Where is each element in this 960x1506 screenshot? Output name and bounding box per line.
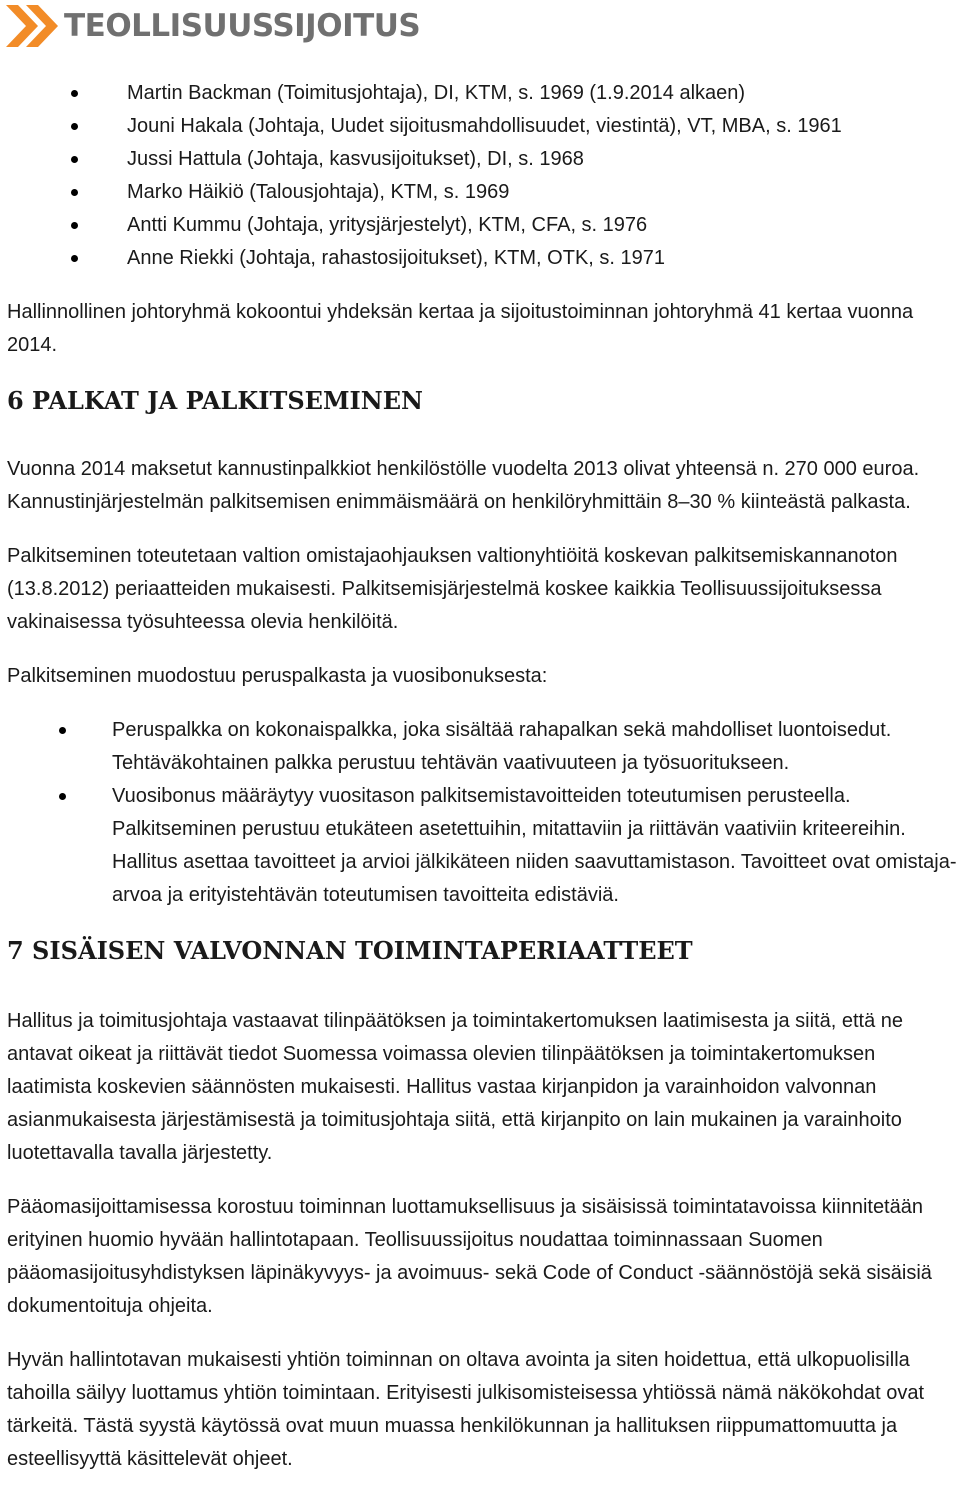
good-governance-paragraph: Hyvän hallintotavan mukaisesti yhtiön toiminnan on oltava avointa ja siten hoidettua, että ulkopuolisilla tahoilla säilyy luottamus yhtiön toimintaan. Erityisesti julkisomisteisessa yhtiössä nämä näkökohdat ovat tärkeitä. Tästä syystä käytössä ovat muun muassa henkilökunnan ja hallituksen riippumattomuutta ja esteellisyyttä käsittelevät ohjeet. (7, 1349, 925, 1470)
list-item: Vuosibonus määräytyy vuositason palkitsemistavoitteiden toteutumisen perusteella. Palkitseminen perustuu etukäteen asetettuihin, mitattaviin ja riittävän vaativiin kriteereihin. Hallitus asettaa tavoitteet ja arvioi jälkikäteen niiden saavuttamistason. Tavoitteet ovat omistaja-arvoa ja erityistehtävän toteutumisen tavoitteita edistäviä. (7, 780, 957, 912)
remuneration-policy-paragraph: Palkitseminen toteutetaan valtion omistajaohjauksen valtionyhtiöitä koskevan palkitsemiskannanoton (13.8.2012) periaatteiden mukaisesti. Palkitsemisjärjestelmä koskee kaikkia Teollisuussijoituksessa vakinaisessa työsuhteessa olevia henkilöitä. (7, 545, 898, 633)
bullet-icon (71, 189, 78, 196)
incentive-paragraph: Vuonna 2014 maksetut kannustinpalkkiot henkilöstölle vuodelta 2013 olivat yhteensä n. 270 000 euroa. Kannustinjärjestelmän palkitsemisen enimmäismäärä on henkilöryhmittäin 8–30 % kiinteästä palkasta. (7, 458, 920, 513)
bullet-icon (59, 727, 66, 734)
bullet-icon (71, 156, 78, 163)
section-6-heading: 6 PALKAT JA PALKITSEMINEN (7, 386, 423, 415)
list-item: Jouni Hakala (Johtaja, Uudet sijoitusmahdollisuudet, viestintä), VT, MBA, s. 1961 (7, 110, 957, 143)
meetings-paragraph: Hallinnollinen johtoryhmä kokoontui yhdeksän kertaa ja sijoitustoiminnan johtoryhmä 41 kertaa vuonna 2014. (7, 301, 914, 356)
list-item: Marko Häikiö (Talousjohtaja), KTM, s. 1969 (7, 176, 957, 209)
section-7-heading: 7 SISÄISEN VALVONNAN TOIMINTAPERIAATTEET (7, 936, 693, 965)
management-team-list (7, 77, 957, 275)
logo-arrow-icon (4, 3, 62, 49)
remuneration-components-list (7, 714, 957, 912)
list-item: Anne Riekki (Johtaja, rahastosijoitukset), KTM, OTK, s. 1971 (7, 242, 957, 275)
company-logo (4, 0, 420, 52)
bullet-icon (71, 222, 78, 229)
document-body (7, 77, 957, 1476)
bullet-icon (71, 90, 78, 97)
remuneration-structure-paragraph: Palkitseminen muodostuu peruspalkasta ja vuosibonuksesta: (7, 665, 548, 687)
confidentiality-paragraph: Pääomasijoittamisessa korostuu toiminnan luottamuksellisuus ja sisäisissä toimintatavoissa kiinnitetään erityinen huomio hyvään hallintotapaan. Teollisuussijoitus noudattaa toiminnassaan Suomen pääomasijoitusyhdistyksen läpinäkyvyys- ja avoimuus- sekä Code of Conduct -säännöstöjä sekä sisäisiä dokumentoituja ohjeita. (7, 1196, 932, 1317)
logo-text: TEOLLISUUSSIJOITUS (64, 8, 421, 44)
bullet-icon (71, 123, 78, 130)
bullet-icon (59, 793, 66, 800)
list-item: Peruspalkka on kokonaispalkka, joka sisältää rahapalkan sekä mahdolliset luontoisedut. Tehtäväkohtainen palkka perustuu tehtävän vaativuuteen ja työsuoritukseen. (7, 714, 957, 780)
list-item: Jussi Hattula (Johtaja, kasvusijoitukset), DI, s. 1968 (7, 143, 957, 176)
list-item: Antti Kummu (Johtaja, yritysjärjestelyt), KTM, CFA, s. 1976 (7, 209, 957, 242)
financial-statements-paragraph: Hallitus ja toimitusjohtaja vastaavat tilinpäätöksen ja toimintakertomuksen laatimisesta ja siitä, että ne antavat oikeat ja riittävät tiedot Suomessa voimassa olevien tilinpäätöksen ja toimintakertomuksen laatimista koskevien säännösten mukaisesti. Hallitus vastaa kirjanpidon ja varainhoidon valvonnan asianmukaisesta järjestämisestä ja toimitusjohtaja siitä, että kirjanpito on lain mukainen ja varainhoito luotettavalla tavalla järjestetty. (7, 1010, 903, 1164)
list-item: Martin Backman (Toimitusjohtaja), DI, KTM, s. 1969 (1.9.2014 alkaen) (7, 77, 957, 110)
bullet-icon (71, 255, 78, 262)
